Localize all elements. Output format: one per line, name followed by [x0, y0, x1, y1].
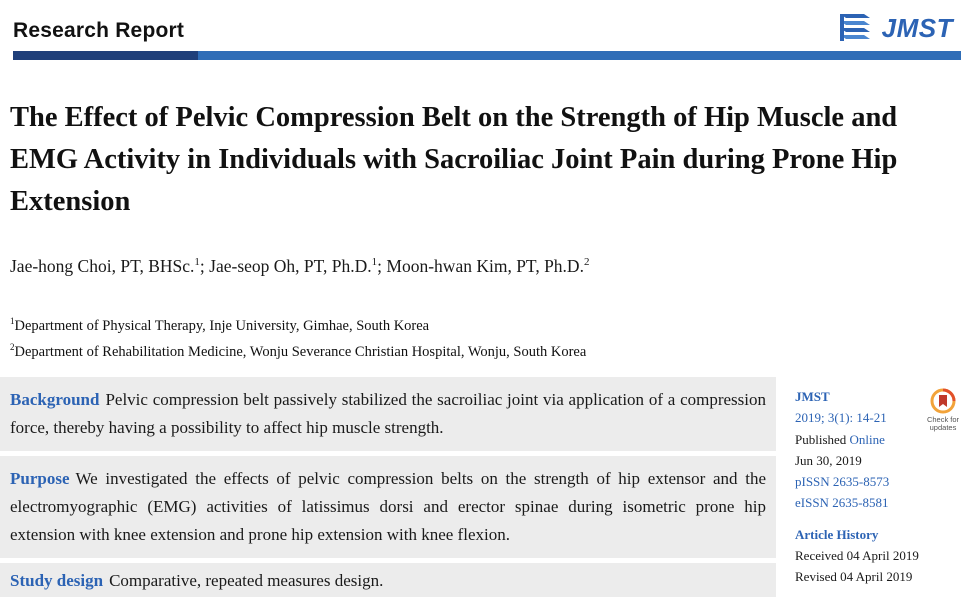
- publication-date: Jun 30, 2019: [795, 452, 862, 468]
- affiliation-item: [10, 311, 586, 337]
- affiliation-item: [10, 337, 586, 363]
- abstract-section-heading: Background: [10, 390, 100, 409]
- page-header: [0, 0, 961, 62]
- journal-abbrev: JMST: [795, 389, 830, 404]
- revised-date: Revised 04 April 2019: [795, 569, 913, 585]
- published-label: Published: [795, 431, 847, 447]
- abstract-section-heading: Purpose: [10, 469, 70, 488]
- article-history-heading: Article History: [795, 526, 879, 542]
- author-affiliation-mark: 1: [371, 256, 378, 269]
- check-for-label: Check for: [926, 415, 960, 424]
- affiliation-text: Department of Rehabilitation Medicine, Wonju Severance Christian Hospital, Wonju, South Korea: [14, 343, 587, 360]
- author-name[interactable]: Jae-seop Oh, PT, Ph.D.: [209, 256, 372, 276]
- abstract-section-text: We investigated the effects of pelvic compression belts on the strength of hip extensor and the electromyographic (EMG) activities of latissimus dorsi and erector spinae during isometric prone hip extension with knee extension and prone hip extension with knee flexion.: [10, 469, 766, 544]
- abstract-section-text: Comparative, repeated measures design.: [109, 571, 384, 590]
- author-affiliation-mark: 2: [583, 256, 590, 269]
- affiliation-list: [10, 311, 586, 363]
- eissn: eISSN 2635-8581: [795, 495, 889, 511]
- affiliation-text: Department of Physical Therapy, Inje University, Gimhae, South Korea: [14, 317, 430, 334]
- author-separator: ;: [377, 256, 387, 276]
- header-rule-accent: [13, 51, 198, 60]
- abstract-background-section: [0, 377, 776, 451]
- journal-books-icon: [836, 10, 876, 46]
- abstract-study-design-section: [0, 563, 776, 597]
- article-type-label: Research Report: [13, 19, 185, 42]
- article-title: The Effect of Pelvic Compression Belt on the Strength of Hip Muscle and EMG Activity in Individuals with Sacroiliac Joint Pain during Prone Hip Extension: [10, 102, 898, 217]
- affiliation-number: 2: [10, 341, 15, 352]
- abstract-section-heading: Study design: [10, 571, 104, 590]
- author-affiliation-mark: 1: [194, 256, 200, 269]
- author-name[interactable]: Jae-hong Choi, PT, BHSc.: [10, 256, 195, 276]
- published-online-label: Online: [849, 431, 885, 447]
- pissn: pISSN 2635-8573: [795, 474, 890, 490]
- affiliation-number: 1: [10, 316, 15, 326]
- journal-brand[interactable]: [836, 8, 953, 48]
- abstract-purpose-section: [0, 456, 776, 558]
- journal-logo-text: JMST: [881, 12, 953, 43]
- abstract: [0, 377, 776, 602]
- check-for-updates-badge[interactable]: [924, 388, 961, 432]
- author-name[interactable]: Moon-hwan Kim, PT, Ph.D.: [386, 256, 584, 276]
- received-date: Received 04 April 2019: [795, 548, 919, 564]
- updates-label: updates: [929, 423, 957, 432]
- author-separator: ;: [199, 256, 210, 276]
- author-list: [10, 256, 589, 277]
- abstract-section-text: Pelvic compression belt passively stabilized the sacroiliac joint via application of a compression force, thereby having a possibility to affect hip muscle strength.: [10, 390, 766, 437]
- citation-link[interactable]: 2019; 3(1): 14-21: [795, 410, 887, 426]
